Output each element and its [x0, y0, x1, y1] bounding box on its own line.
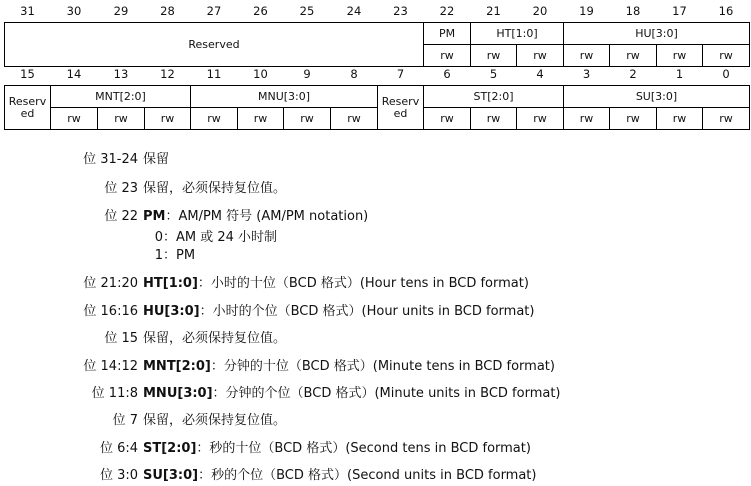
description-row — [0, 411, 751, 431]
bit-range: 位 16:16 — [83, 304, 138, 319]
bit-number: 28 — [160, 4, 175, 18]
bit-number: 24 — [346, 4, 362, 18]
bit-range: 位 11:8 — [91, 386, 138, 401]
bit-range: 位 21:20 — [83, 276, 138, 291]
bit-range: 位 31-24 — [83, 152, 138, 167]
pm-value: 0 — [154, 230, 163, 245]
description-row — [0, 302, 751, 322]
bit-number: 11 — [206, 67, 222, 81]
field-name: HT[1:0] — [143, 276, 198, 291]
access-rw: rw — [145, 108, 191, 130]
bit-range: 位 7 — [112, 413, 138, 428]
bit-range: 位 14:12 — [83, 359, 138, 374]
access-rw: rw — [238, 108, 284, 130]
bit-number: 17 — [672, 4, 687, 18]
bit-number: 30 — [66, 4, 82, 18]
bit-number: 31 — [20, 4, 35, 18]
field-mnt: MNT[2:0] — [51, 86, 191, 108]
access-rw: rw — [703, 45, 750, 67]
field-reserved-15 — [5, 86, 51, 130]
bit-number: 6 — [443, 67, 451, 81]
description-row — [0, 357, 751, 377]
field-description: ：AM/PM 符号 (AM/PM notation) — [165, 209, 369, 224]
description-row — [0, 439, 751, 459]
description-row — [0, 150, 751, 170]
bit-number: 29 — [113, 4, 129, 18]
bit-number: 4 — [536, 67, 544, 81]
bit-number: 14 — [66, 67, 82, 81]
field-description: ：秒的十位（BCD 格式）(Second tens in BCD format) — [196, 441, 531, 456]
bit-number: 13 — [113, 67, 129, 81]
field-description: ：秒的个位（BCD 格式）(Second units in BCD format) — [198, 468, 537, 483]
field-description: 保留，必须保持复位值。 — [143, 331, 287, 346]
bit-number: 22 — [439, 4, 455, 18]
access-rw: rw — [284, 108, 331, 130]
bit-number: 12 — [160, 67, 175, 81]
access-rw: rw — [471, 108, 517, 130]
bit-number: 15 — [20, 67, 35, 81]
bit-number: 20 — [532, 4, 548, 18]
bit-number: 27 — [206, 4, 222, 18]
bit-number: 5 — [489, 67, 498, 81]
field-description: ：分钟的十位（BCD 格式）(Minute tens in BCD format) — [210, 359, 555, 374]
field-name: MNU[3:0] — [143, 386, 213, 401]
bit-number: 10 — [253, 67, 268, 81]
access-rw: rw — [564, 45, 610, 67]
field-mnu: MNU[3:0] — [191, 86, 378, 108]
access-rw: rw — [98, 108, 145, 130]
access-rw: rw — [564, 108, 610, 130]
bit-range: 位 3:0 — [99, 468, 138, 483]
bit-number: 25 — [299, 4, 315, 18]
description-row — [0, 466, 751, 486]
bit-number: 18 — [625, 4, 641, 18]
bit-number: 21 — [486, 4, 501, 18]
access-rw: rw — [424, 108, 471, 130]
reserved-label-part: Reserv — [381, 94, 420, 108]
reserved-label-part: Reserv — [8, 94, 47, 108]
access-rw: rw — [471, 45, 517, 67]
field-reserved: Reserved — [5, 23, 424, 67]
access-rw: rw — [703, 108, 750, 130]
access-rw: rw — [51, 108, 98, 130]
field-description: 保留，必须保持复位值。 — [143, 181, 287, 196]
bit-range: 位 22 — [104, 209, 138, 224]
bit-number: 7 — [396, 67, 405, 81]
description-row — [0, 179, 751, 199]
access-rw: rw — [424, 45, 471, 67]
field-reserved-7 — [378, 86, 424, 130]
access-rw: rw — [191, 108, 238, 130]
field-description: 保留 — [143, 152, 170, 167]
field-description: 保留，必须保持复位值。 — [143, 413, 287, 428]
bit-number: 16 — [718, 4, 734, 18]
bit-number: 9 — [303, 67, 311, 81]
register-low-table — [4, 63, 750, 130]
register-high-table — [4, 0, 750, 67]
bit-number: 8 — [350, 67, 358, 81]
reserved-label-part: ed — [20, 106, 35, 120]
access-rw: rw — [517, 108, 564, 130]
access-rw: rw — [610, 45, 657, 67]
pm-value-text: ：AM 或 24 小时制 — [163, 230, 278, 245]
field-st: ST[2:0] — [424, 86, 564, 108]
field-su: SU[3:0] — [564, 86, 750, 108]
access-rw: rw — [657, 108, 703, 130]
pm-value: 1 — [154, 248, 163, 263]
bit-number: 26 — [253, 4, 268, 18]
field-description: ：分钟的个位（BCD 格式）(Minute units in BCD format) — [212, 386, 561, 401]
description-row — [0, 329, 751, 349]
reserved-label-part: ed — [393, 106, 408, 120]
bit-number: 3 — [582, 67, 591, 81]
bit-number: 23 — [393, 4, 408, 18]
description-row — [0, 274, 751, 294]
bit-number: 0 — [722, 67, 730, 81]
description-row — [0, 384, 751, 404]
bit-number: 19 — [579, 4, 594, 18]
bit-range: 位 6:4 — [99, 441, 138, 456]
field-description: ：小时的个位（BCD 格式）(Hour units in BCD format) — [199, 304, 535, 319]
bit-number: 1 — [675, 67, 684, 81]
access-rw: rw — [657, 45, 703, 67]
field-name: SU[3:0] — [143, 468, 199, 483]
field-ht: HT[1:0] — [471, 23, 564, 45]
bit-number: 2 — [629, 67, 637, 81]
field-name: ST[2:0] — [143, 441, 197, 456]
access-rw: rw — [610, 108, 657, 130]
access-rw: rw — [517, 45, 564, 67]
pm-value-text: ：PM — [163, 248, 196, 263]
bit-range: 位 15 — [104, 331, 138, 346]
field-name: MNT[2:0] — [143, 359, 211, 374]
field-pm: PM — [424, 23, 471, 45]
field-description: ：小时的十位（BCD 格式）(Hour tens in BCD format) — [197, 276, 529, 291]
access-rw: rw — [331, 108, 378, 130]
bit-range: 位 23 — [104, 181, 138, 196]
description-row — [0, 207, 751, 227]
pm-value-row — [143, 246, 195, 266]
pm-value-row — [143, 228, 277, 248]
field-name: HU[3:0] — [143, 304, 200, 319]
field-hu: HU[3:0] — [564, 23, 750, 45]
field-name: PM — [143, 209, 166, 224]
